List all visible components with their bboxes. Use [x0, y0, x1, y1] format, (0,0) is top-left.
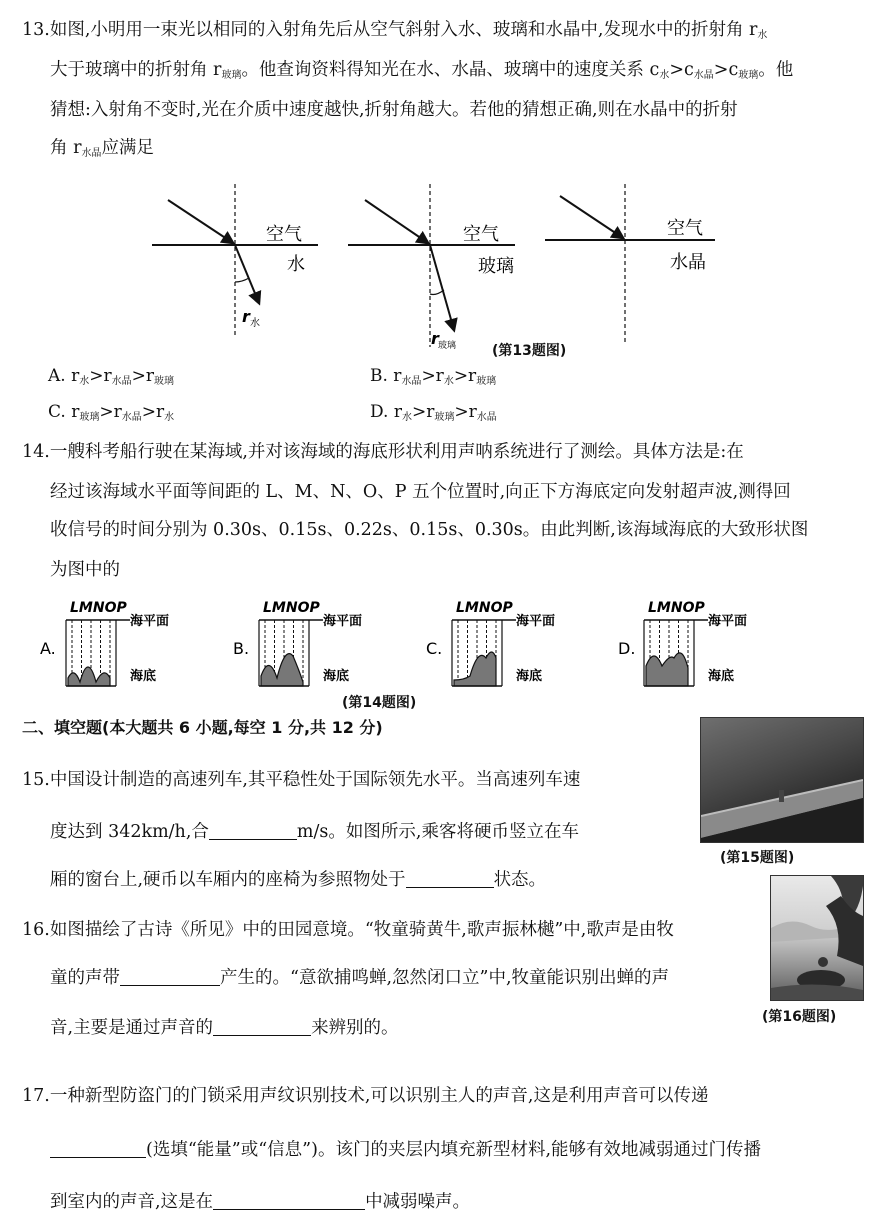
q14-line-2: 经过该海域水平面等间距的 L、M、N、O、P 五个位置时,向正下方海底定向发射超声波,测得回	[50, 482, 791, 502]
q13-label-air-1: 空气	[266, 224, 302, 245]
q14-sea-floor-label: 海底	[516, 669, 543, 684]
q14-sea-floor-shape	[454, 652, 496, 686]
q13-label-crystal: 水晶	[670, 252, 706, 273]
q13-option-b[interactable]: B. $r_{水晶}>r_水>r_{玻璃}$	[370, 366, 497, 387]
q16-blank-2[interactable]	[213, 1017, 311, 1036]
q15-train-window-photo	[700, 717, 864, 843]
q14-position-letters: LMNOP	[70, 600, 127, 616]
svg-text:r: r	[242, 307, 250, 326]
q13-label-air-3: 空气	[667, 218, 703, 239]
q15-line-3: 厢的窗台上,硬币以车厢内的座椅为参照物处于 状态。	[50, 870, 547, 890]
coin	[779, 790, 784, 802]
q14-sea-floor-label: 海底	[130, 669, 157, 684]
q17-line-2: (选填“能量”或“信息”)。该门的夹层内填充新型材料,能够有效地减弱通过门传播	[50, 1138, 860, 1162]
svg-text:水: 水	[250, 318, 260, 329]
section-2-heading: 二、填空题(本大题共 6 小题,每空 1 分,共 12 分)	[22, 718, 383, 737]
q14-option-d[interactable]	[618, 600, 747, 686]
q13-panel-water	[152, 184, 318, 337]
q15-blank-2[interactable]	[406, 869, 494, 888]
q17-blank-2[interactable]	[213, 1191, 365, 1210]
q17-line-3: 到室内的声音,这是在 中减弱噪声。	[50, 1192, 471, 1212]
q13-line-4: 角 $r_{水晶}$应满足	[50, 138, 154, 159]
q13-line-1: 13.如图,小明用一束光以相同的入射角先后从空气斜射入水、玻璃和水晶中,发现水中的折射角 $r_水$	[22, 20, 768, 41]
q14-position-letters: LMNOP	[648, 600, 705, 616]
q14-sea-floor-label: 海底	[708, 669, 735, 684]
q16-blank-1[interactable]	[120, 967, 220, 986]
q14-option-letter: C.	[426, 639, 443, 658]
q13-panel-glass	[348, 184, 515, 351]
q14-sea-level-label: 海平面	[516, 614, 556, 629]
q15-line-2: 度达到 342km/h,合 m/s。如图所示,乘客将硬币竖立在车	[50, 822, 579, 842]
q15-caption: (第15题图)	[720, 850, 795, 866]
q13-option-d[interactable]: D. $r_水>r_{玻璃}>r_{水晶}$	[370, 402, 497, 423]
q16-pastoral-painting	[770, 875, 864, 1001]
q14-option-b[interactable]	[233, 600, 362, 686]
q15-blank-1[interactable]	[209, 821, 297, 840]
q13-line-2: 大于玻璃中的折射角 $r_{玻璃}$。他查询资料得知光在水、水晶、玻璃中的速度关系 $c_水>c_{水晶}>c_{玻璃}$。他	[50, 60, 794, 81]
q13-figure	[140, 182, 740, 362]
q15-line-1: 15.中国设计制造的高速列车,其平稳性处于国际领先水平。当高速列车速	[22, 770, 581, 790]
svg-text:r: r	[431, 329, 439, 348]
q14-option-c[interactable]	[426, 600, 555, 686]
q17-line-1: 17.一种新型防盗门的门锁采用声纹识别技术,可以识别主人的声音,这是利用声音可以传递	[22, 1086, 709, 1106]
q16-line-3: 音,主要是通过声音的 来辨别的。	[50, 1018, 399, 1038]
q14-sea-floor-shape	[646, 653, 688, 686]
q13-label-water: 水	[287, 254, 305, 275]
q14-sea-level-label: 海平面	[708, 614, 748, 629]
q14-line-4: 为图中的	[50, 560, 120, 580]
q13-label-air-2: 空气	[463, 224, 499, 245]
q14-sea-floor-shape	[68, 667, 110, 686]
q16-line-2: 童的声带 产生的。“意欲捕鸣蝉,忽然闭口立”中,牧童能识别出蝉的声	[50, 968, 670, 988]
q14-figure	[30, 596, 750, 692]
q14-line-3: 收信号的时间分别为 0.30s、0.15s、0.22s、0.15s、0.30s。由此判断,该海域海底的大致形状图	[50, 520, 809, 540]
q17-blank-1[interactable]	[50, 1139, 146, 1158]
svg-text:玻璃: 玻璃	[438, 341, 457, 351]
q14-position-letters: LMNOP	[263, 600, 320, 616]
q14-sea-floor-label: 海底	[323, 669, 350, 684]
q13-panel-crystal	[545, 184, 715, 342]
q14-option-letter: B.	[233, 639, 250, 658]
q14-option-letter: A.	[40, 639, 56, 658]
q13-label-glass: 玻璃	[478, 256, 514, 277]
q13-option-c[interactable]: C. $r_{玻璃}>r_{水晶}>r_水$	[48, 402, 175, 423]
q14-sea-floor-shape	[261, 654, 303, 686]
q14-position-letters: LMNOP	[456, 600, 513, 616]
q14-line-1: 14.一艘科考船行驶在某海域,并对该海域的海底形状利用声呐系统进行了测绘。具体方法是:在	[22, 442, 744, 462]
q14-option-a[interactable]	[40, 600, 169, 686]
q13-line-3: 猜想:入射角不变时,光在介质中速度越快,折射角越大。若他的猜想正确,则在水晶中的折射	[50, 100, 738, 120]
herd-boy	[818, 957, 828, 967]
q14-sea-level-label: 海平面	[323, 614, 363, 629]
q14-option-letter: D.	[618, 639, 636, 658]
q14-sea-level-label: 海平面	[130, 614, 170, 629]
q13-option-a[interactable]: A. $r_水>r_{水晶}>r_{玻璃}$	[48, 366, 174, 387]
q16-line-1: 16.如图描绘了古诗《所见》中的田园意境。“牧童骑黄牛,歌声振林樾”中,歌声是由牧	[22, 920, 674, 940]
q16-caption: (第16题图)	[762, 1009, 837, 1025]
q13-caption: (第13题图)	[492, 343, 567, 359]
q14-caption: (第14题图)	[342, 695, 417, 711]
